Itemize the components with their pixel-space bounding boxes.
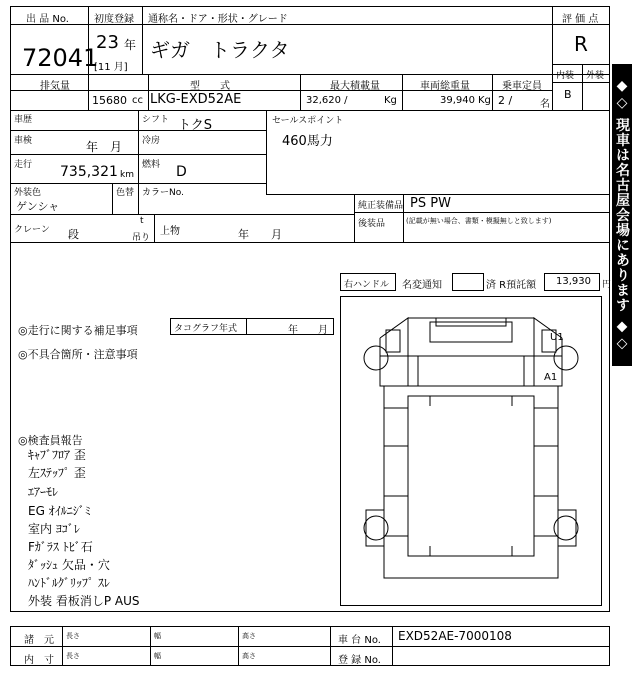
chassis-label: 車 台 No. bbox=[338, 635, 381, 646]
model-code: LKG-EXD52AE bbox=[150, 92, 242, 107]
rating-label: 評 価 点 bbox=[562, 14, 599, 25]
cab-left-side bbox=[380, 318, 408, 356]
gross-weight-value: 39,940 bbox=[440, 95, 475, 106]
equipment-label: 純正装備品 bbox=[358, 201, 404, 211]
interior-dim-label: 内 寸 bbox=[24, 655, 54, 666]
equipment-value: PS PW bbox=[410, 196, 451, 211]
year-unit: 年 bbox=[124, 38, 137, 52]
rule bbox=[354, 194, 355, 242]
rule bbox=[138, 110, 139, 214]
rule bbox=[10, 130, 266, 131]
history-label: 車歴 bbox=[14, 115, 33, 125]
rule bbox=[148, 74, 149, 110]
inspection-label: 車検 bbox=[14, 136, 33, 146]
color-label: 外装色 bbox=[14, 188, 42, 198]
cab-window bbox=[430, 322, 512, 342]
mirror-left bbox=[386, 330, 400, 352]
displacement-unit: cc bbox=[132, 95, 143, 106]
dump-value: 年 月 bbox=[238, 228, 282, 241]
inspector-item: ﾊﾝﾄﾞﾙｸﾞﾘｯﾌﾟ ｽﾚ bbox=[28, 576, 110, 590]
rule bbox=[10, 110, 610, 111]
truck-diagram bbox=[340, 296, 602, 606]
recycle-value: 13,930 bbox=[556, 276, 591, 287]
first-reg-month: [11 月] bbox=[94, 62, 128, 73]
rule bbox=[300, 74, 301, 110]
rule bbox=[142, 6, 143, 74]
height-label: 高さ bbox=[242, 632, 256, 640]
rear-fender-left bbox=[366, 510, 384, 546]
steering-label: 右ハンドル bbox=[344, 280, 390, 290]
capacity-value: 2 / bbox=[498, 94, 513, 107]
interior-grade-label: 内装 bbox=[556, 71, 575, 81]
chassis-body bbox=[384, 386, 558, 578]
max-load-value: 32,620 / bbox=[306, 95, 348, 106]
inspector-item: 外装 看板消しP AUS bbox=[28, 594, 140, 608]
mark-a1: A1 bbox=[544, 372, 558, 383]
crane-label: クレーン bbox=[14, 225, 50, 235]
displacement-label: 排気量 bbox=[40, 81, 70, 92]
door-left bbox=[380, 356, 408, 386]
tachograph-label: タコグラフ年式 bbox=[174, 324, 238, 334]
rule bbox=[10, 183, 266, 184]
inspection-value: 年 月 bbox=[86, 140, 123, 154]
inspector-item: ｴｱｰﾓﾚ bbox=[28, 485, 59, 499]
inspector-item: Fｶﾞﾗｽ ﾄﾋﾞ石 bbox=[28, 540, 93, 554]
length-label: 長さ bbox=[66, 632, 80, 640]
mileage-label: 走行 bbox=[14, 160, 33, 170]
crane-suspend: 吊り bbox=[132, 233, 151, 243]
mileage-value: 735,321 bbox=[60, 164, 118, 180]
rule bbox=[112, 183, 113, 214]
shift-value: トクS bbox=[178, 118, 212, 133]
inspector-item: EG ｵｲﾙﾆｼﾞﾐ bbox=[28, 504, 91, 518]
model-code-label: 型 式 bbox=[190, 81, 230, 92]
rule bbox=[392, 626, 393, 666]
tachograph-value: 年 月 bbox=[288, 325, 328, 336]
defects-label: ◎不具合箇所・注意事項 bbox=[18, 348, 138, 361]
rule bbox=[150, 626, 151, 666]
recycle-label: 済 R預託額 bbox=[486, 280, 537, 291]
rule bbox=[10, 646, 610, 647]
height-label-2: 高さ bbox=[242, 652, 256, 660]
model-name-label: 通称名・ドア・形状・グレード bbox=[148, 14, 288, 25]
rule bbox=[552, 64, 610, 65]
rule bbox=[238, 626, 239, 666]
chassis-number: EXD52AE-7000108 bbox=[398, 629, 512, 643]
dump-label: 上物 bbox=[160, 226, 180, 237]
gross-weight-label: 車両総重量 bbox=[420, 81, 470, 92]
rule bbox=[246, 318, 247, 335]
inspector-item: ｷｬﾌﾞﾌﾛｱ 歪 bbox=[28, 448, 86, 462]
cab-roof bbox=[408, 318, 534, 356]
fuel-value: D bbox=[176, 164, 187, 180]
gross-weight-unit: Kg bbox=[478, 95, 491, 106]
fuel-label: 燃料 bbox=[142, 160, 161, 170]
recycle-unit: 円 bbox=[602, 280, 612, 290]
max-load-unit: Kg bbox=[384, 95, 397, 106]
width-label: 幅 bbox=[154, 632, 161, 640]
capacity-unit: 名 bbox=[540, 99, 550, 110]
lot-number: 72041 bbox=[22, 44, 99, 72]
rule bbox=[266, 194, 610, 195]
first-reg-year: 23 bbox=[96, 32, 119, 53]
rule bbox=[10, 154, 266, 155]
sales-point-label: セールスポイント bbox=[272, 116, 344, 126]
crane-t: t bbox=[140, 216, 144, 226]
reg-no-label: 登 録 No. bbox=[338, 655, 381, 666]
rule bbox=[354, 212, 610, 213]
rule bbox=[154, 214, 155, 242]
location-banner: ◆◇ 現車は名古屋会場にあります ◆◇ bbox=[612, 64, 632, 366]
capacity-label: 乗車定員 bbox=[502, 81, 542, 92]
rule bbox=[266, 110, 267, 194]
wheel-front-left bbox=[364, 346, 388, 370]
crane-unit: 段 bbox=[68, 228, 79, 241]
first-reg-label: 初度登録 bbox=[94, 14, 134, 25]
exterior-grade-label: 外装 bbox=[586, 71, 605, 81]
color-value: ゲンシャ bbox=[16, 200, 60, 213]
rear-fender-right bbox=[558, 510, 576, 546]
rule bbox=[330, 626, 331, 666]
rating-value: R bbox=[574, 32, 588, 56]
ac-label: 冷房 bbox=[142, 136, 161, 146]
shift-label: シフト bbox=[142, 115, 170, 125]
mileage-unit: km bbox=[120, 170, 134, 180]
color-code-label: カラーNo. bbox=[142, 188, 184, 198]
rule bbox=[552, 6, 553, 110]
chassis-frame bbox=[408, 396, 534, 556]
width-label-2: 幅 bbox=[154, 652, 161, 660]
rule bbox=[402, 74, 403, 110]
interior-grade: B bbox=[564, 88, 572, 101]
length-label-2: 長さ bbox=[66, 652, 80, 660]
rule bbox=[10, 90, 552, 91]
name-change-box bbox=[452, 273, 484, 291]
inspector-label: ◎検査員報告 bbox=[18, 434, 83, 447]
mark-u1: U1 bbox=[550, 332, 564, 343]
rule bbox=[403, 194, 404, 242]
aftermarket-note: (記載が無い場合、書類・模擬無しと致します) bbox=[406, 217, 552, 225]
lot-label: 出 品 No. bbox=[26, 14, 69, 25]
dims-label: 諸 元 bbox=[24, 635, 54, 646]
cab-front bbox=[408, 356, 534, 386]
rule bbox=[10, 242, 610, 243]
displacement-value: 15680 bbox=[92, 94, 127, 107]
wheel-front-right bbox=[554, 346, 578, 370]
model-name: ギガ トラクタ bbox=[150, 38, 290, 62]
rule bbox=[62, 626, 63, 666]
rule bbox=[552, 82, 610, 83]
rule bbox=[10, 214, 354, 215]
rule bbox=[10, 74, 610, 75]
max-load-label: 最大積載量 bbox=[330, 81, 380, 92]
inspector-item: 室内 ﾖｺﾞﾚ bbox=[28, 522, 80, 536]
color-no-label: 色替 bbox=[116, 188, 135, 198]
name-change-label: 名変通知 bbox=[402, 280, 442, 291]
inspector-item: 左ｽﾃｯﾌﾟ 歪 bbox=[28, 466, 86, 480]
rule bbox=[582, 64, 583, 110]
aftermarket-label: 後装品 bbox=[358, 219, 386, 229]
inspector-item: ﾀﾞｯｼｭ 欠品・穴 bbox=[28, 558, 110, 572]
running-notes-label: ◎走行に関する補足事項 bbox=[18, 324, 138, 337]
rule bbox=[492, 74, 493, 110]
sales-point: 460馬力 bbox=[282, 134, 333, 149]
